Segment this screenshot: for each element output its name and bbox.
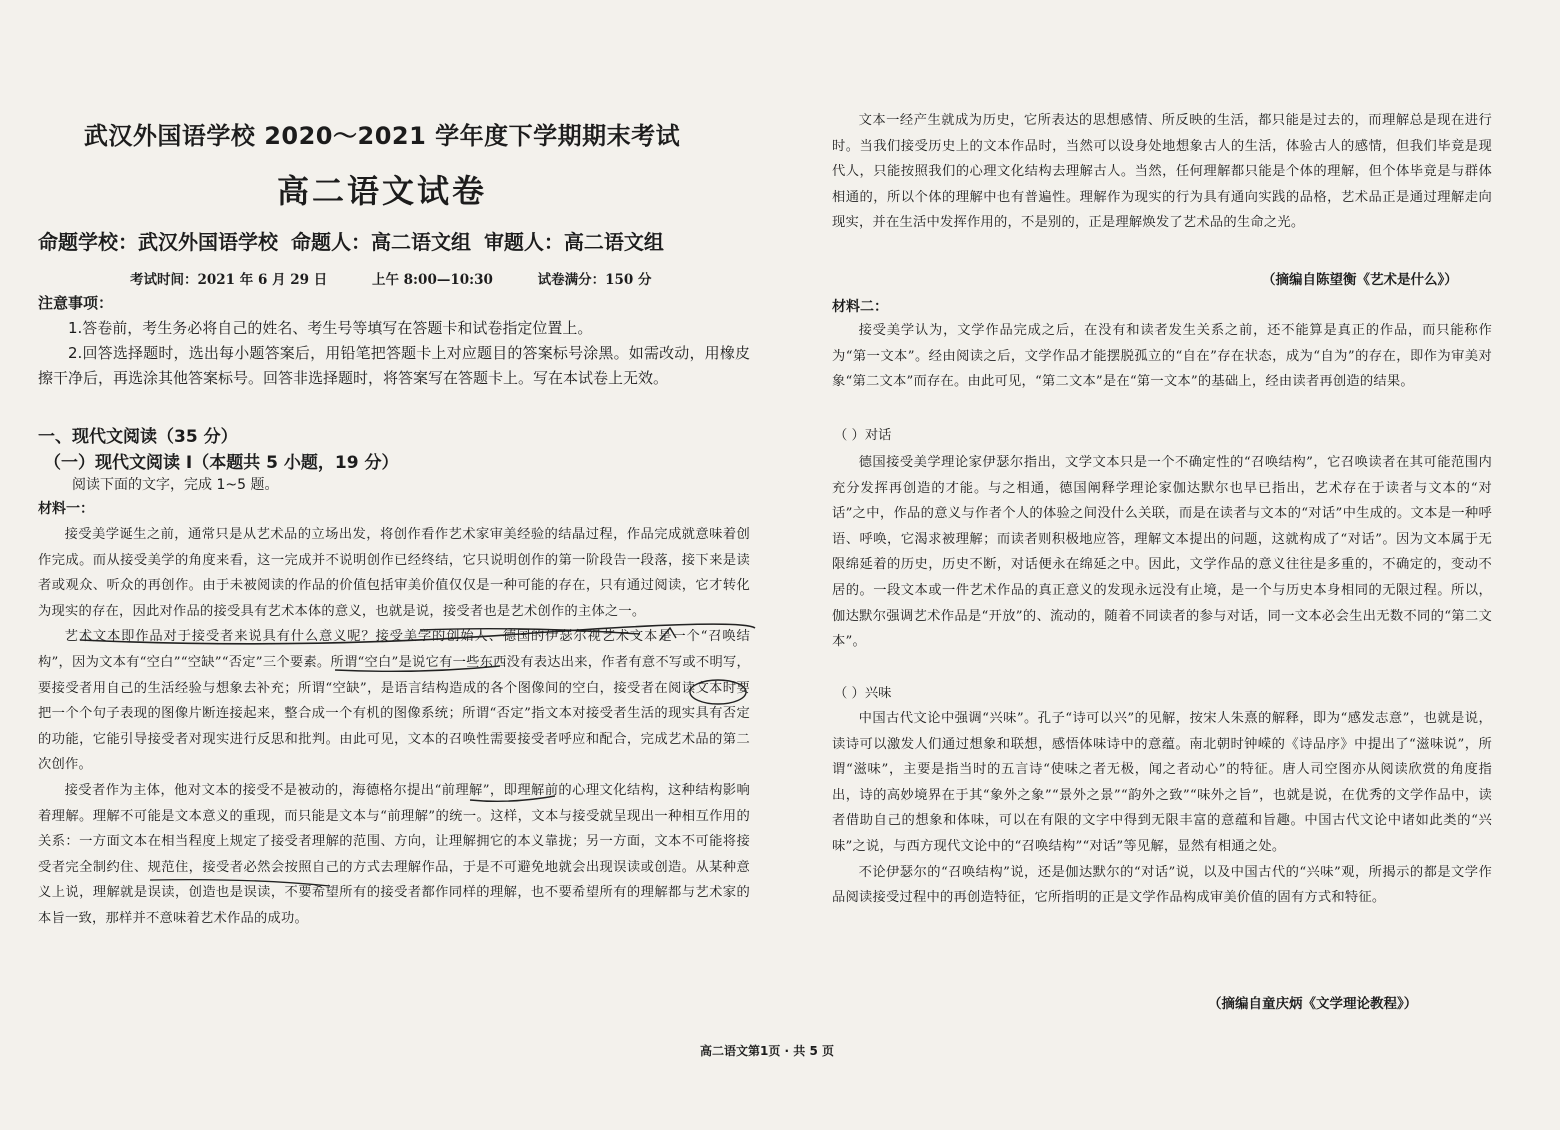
notice-heading: 注意事项：	[38, 294, 114, 312]
setter: 命题人：高二语文组	[290, 230, 471, 254]
exam-time: 上午 8:00—10:30	[371, 272, 493, 288]
material1-continued	[832, 108, 1492, 236]
paper-title: 高二语文试卷	[276, 172, 487, 210]
material2-paragraph: 德国接受美学理论家伊瑟尔指出，文学文本只是一个不确定性的“召唤结构”，它召唤读者在其可能范围内充分发挥再创造的才能。与之相通，德国阐释学理论家伽达默尔也早已指出，艺术存在于读者与文本的“对话”之中，作品的意义与作者个人的体验之间没什么关联，而是在读者与文本的“对话”中生成的。文本是一种呼语、呼唤，它渴求被理解；而读者则积极地应答，理解文本提出的问题，这就构成了“对话”。因为文本属于无限绵延着的历史，历史不断，对话便永在绵延之中。因此，文学作品的意义往往是多重的，不确定的，变动不居的。一段文本或一件艺术作品的真正意义的发现永远没有止境，是一个与历史本身相同的无限过程。所以，伽达默尔强调艺术作品是“开放”的、流动的，随着不同读者的参与对话，同一文本必会生出无数不同的“第二文本”。	[832, 455, 1492, 650]
material2-xingwei	[832, 706, 1492, 911]
material2-paragraph: 不论伊瑟尔的“召唤结构”说，还是伽达默尔的“对话”说，以及中国古代的“兴味”观，所揭示的都是文学作品阅读接受过程中的再创造特征，它所指明的正是文学作品构成审美价值的固有方式和特征。	[832, 864, 1492, 906]
section-title: 一、现代文阅读（35 分）	[38, 427, 238, 447]
reviewer: 审题人：高二语文组	[483, 230, 664, 254]
notice-list	[38, 316, 750, 391]
setting-school: 命题学校：武汉外国语学校	[38, 230, 278, 254]
material2-paragraph: 接受美学认为，文学作品完成之后，在没有和读者发生关系之前，还不能算是真正的作品，而只能称作为“第一文本”。经由阅读之后，文学作品才能摆脱孤立的“自在”存在状态，成为“自为”的存在，即作为审美对象“第二文本”而存在。由此可见，“第二文本”是在“第一文本”的基础上，经由读者再创造的结果。	[832, 323, 1492, 390]
source-citation-1: （摘编自陈望衡《艺术是什么》）	[1262, 272, 1458, 288]
material2-dialog	[832, 450, 1492, 655]
author-line	[38, 226, 750, 255]
blank-heading-dialog: （ ）对话	[834, 428, 892, 443]
material1-body	[38, 522, 750, 932]
material1-paragraph: 接受者作为主体，他对文本的接受不是被动的，海德格尔提出“前理解”，即理解前的心理文化结构，这种结构影响着理解。理解不可能是文本意义的重现，而只能是文本与“前理解”的统一。这样，文本与接受就呈现出一种相互作用的关系：一方面文本在相当程度上规定了接受者理解的范围、方向，让理解拥它的本义靠拢；另一方面，文本不可能将接受者完全制约住、规范住，接受者必然会按照自己的方式去理解作品，于是不可避免地就会出现误读或创造。从某种意义上说，理解就是误读，创造也是误读，不要希望所有的接受者都作同样的理解，也不要希望所有的理解都与艺术家的本旨一致，那样并不意味着艺术作品的成功。	[38, 782, 750, 926]
material1-label: 材料一：	[38, 501, 94, 517]
reading-instruction: 阅读下面的文字，完成 1~5 题。	[72, 477, 279, 493]
material2-label: 材料二：	[832, 299, 888, 315]
exam-date: 考试时间：2021 年 6 月 29 日	[130, 272, 328, 288]
source-citation-2: （摘编自童庆炳《文学理论教程》）	[1208, 996, 1418, 1012]
material1-paragraph: 艺术文本即作品对于接受者来说具有什么意义呢？接受美学的创始人、德国的伊瑟尔视艺术文本是一个“召唤结构”，因为文本有“空白”“空缺”“否定”三个要素。所谓“空白”是说它有一些东西没有表达出来，作者有意不写或不明写，要接受者用自己的生活经验与想象去补充；所谓“空缺”，是语言结构造成的各个图像间的空白，接受者在阅读文本时要把一个个句子表现的图像片断连接起来，整合成一个有机的图像系统；所谓“否定”指文本对接受者生活的现实具有否定的功能，它能引导接受者对现实进行反思和批判。由此可见，文本的召唤性需要接受者呼应和配合，完成艺术品的第二次创作。	[38, 629, 750, 773]
material2-intro	[832, 318, 1492, 395]
subsection-title: （一）现代文阅读 Ⅰ（本题共 5 小题，19 分）	[44, 453, 399, 473]
notice-item-2: 2.回答选择题时，选出每小题答案后，用铅笔把答题卡上对应题目的答案标号涂黑。如需改动，用橡皮擦干净后，再选涂其他答案标号。回答非选择题时，将答案写在答题卡上。写在本试卷上无效。	[38, 344, 750, 387]
exam-score: 试卷满分：150 分	[537, 272, 652, 288]
notice-item-1: 1.答卷前，考生务必将自己的姓名、考生号等填写在答题卡和试卷指定位置上。	[68, 319, 593, 337]
page-footer: 高二语文第1页 · 共 5 页	[700, 1044, 834, 1058]
material1-paragraph: 接受美学诞生之前，通常只是从艺术品的立场出发，将创作看作艺术家审美经验的结晶过程，作品完成就意味着创作完成。而从接受美学的角度来看，这一完成并不说明创作已经终结，它只说明创作的第一阶段告一段落，接下来是读者或观众、听众的再创作。由于未被阅读的作品的价值包括审美价值仅仅是一种可能的存在，只有通过阅读，它才转化为现实的存在，因此对作品的接受具有艺术本体的意义，也就是说，接受者也是艺术创作的主体之一。	[38, 527, 750, 619]
exam-info-line	[130, 268, 750, 288]
material2-paragraph: 中国古代文论中强调“兴味”。孔子“诗可以兴”的见解，按宋人朱熹的解释，即为“感发志意”，也就是说，读诗可以激发人们通过想象和联想，感悟体味诗中的意蕴。南北朝时钟嵘的《诗品序》中提出了“滋味说”，所谓“滋味”，主要是指当时的五言诗“使味之者无极，闻之者动心”的特征。唐人司空图亦从阅读欣赏的角度指出，诗的高妙境界在于其“象外之象”“景外之景”“韵外之致”“味外之旨”，也就是说，在优秀的文学作品中，读者借助自己的想象和体味，可以在有限的文字中得到无限丰富的意蕴和旨趣。中国古代文论中诸如此类的“兴味”之说，与西方现代文论中的“召唤结构”“对话”等见解，显然有相通之处。	[832, 711, 1492, 854]
exam-title: 武汉外国语学校 2020～2021 学年度下学期期末考试	[83, 122, 681, 150]
blank-heading-xingwei: （ ）兴味	[834, 686, 892, 701]
material1-paragraph: 文本一经产生就成为历史，它所表达的思想感情、所反映的生活，都只能是过去的，而理解总是现在进行时。当我们接受历史上的文本作品时，当然可以设身处地想象古人的生活，体验古人的感情，但我们毕竟是现代人，只能按照我们的心理文化结构去理解古人。当然，任何理解都只能是个体的理解，但个体毕竟是与群体相通的，所以个体的理解中也有普遍性。理解作为现实的行为具有通向实践的品格，艺术品正是通过理解走向现实，并在生活中发挥作用的，不是别的，正是理解焕发了艺术品的生命之光。	[832, 113, 1492, 231]
